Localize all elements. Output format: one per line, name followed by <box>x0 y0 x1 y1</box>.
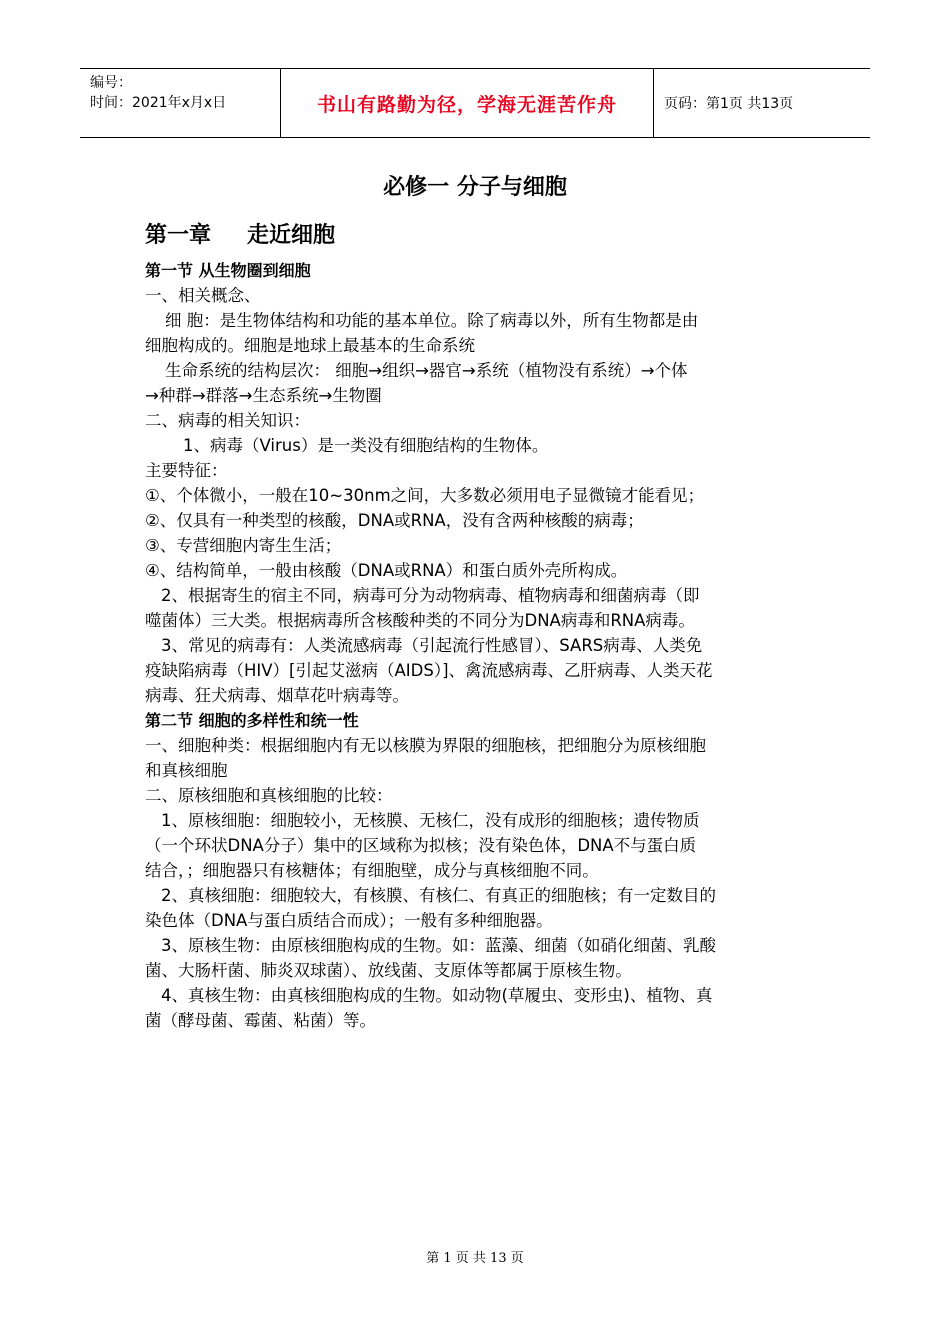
text-line: 1、病毒（Virus）是一类没有细胞结构的生物体。 <box>183 436 549 455</box>
document-title: 必修一 分子与细胞 <box>383 175 567 200</box>
text-line: 结合，；细胞器只有核糖体；有细胞壁，成分与真核细胞不同。 <box>145 861 599 880</box>
text-line: 2、真核细胞：细胞较大，有核膜、有核仁、有真正的细胞核；有一定数目的 <box>161 886 716 905</box>
text-line: 二、病毒的相关知识： <box>145 411 310 430</box>
text-line: →种群→群落→生态系统→生物圈 <box>145 386 382 405</box>
text-line: ③、专营细胞内寄生生活； <box>145 536 342 555</box>
page-footer: 第 1 页 共 13 页 <box>426 1251 524 1266</box>
text-line: 细胞构成的。细胞是地球上最基本的生命系统 <box>145 336 475 355</box>
text-line: 一、相关概念、 <box>145 286 261 305</box>
text-line: 3、原核生物：由原核细胞构成的生物。如：蓝藻、细菌（如硝化细菌、乳酸 <box>161 936 716 955</box>
text-line: 二、原核细胞和真核细胞的比较： <box>145 786 393 805</box>
section-heading: 第一节 从生物圈到细胞 <box>145 261 311 280</box>
section-heading: 第二节 细胞的多样性和统一性 <box>145 711 359 730</box>
text-line: ②、仅具有一种类型的核酸，DNA或RNA，没有含两种核酸的病毒； <box>145 511 644 530</box>
text-line: 2、根据寄生的宿主不同，病毒可分为动物病毒、植物病毒和细菌病毒（即 <box>161 586 700 605</box>
number-label: 编号： <box>90 75 132 91</box>
text-line: 1、原核细胞：细胞较小，无核膜、无核仁，没有成形的细胞核；遗传物质 <box>161 811 700 830</box>
header-page-info: 页码：第1页 共13页 <box>664 96 794 112</box>
text-line: 病毒、狂犬病毒、烟草花叶病毒等。 <box>145 686 409 705</box>
text-line: 主要特征： <box>145 461 228 480</box>
chapter-name: 走近细胞 <box>247 223 336 248</box>
text-line: 噬菌体）三大类。根据病毒所含核酸种类的不同分为DNA病毒和RNA病毒。 <box>145 611 695 630</box>
chapter-heading <box>145 218 335 249</box>
text-line: 3、常见的病毒有：人类流感病毒（引起流行性感冒）、SARS病毒、人类免 <box>161 636 703 655</box>
text-line: 菌（酵母菌、霉菌、粘菌）等。 <box>145 1011 376 1030</box>
header-motto: 书山有路勤为径，学海无涯苦作舟 <box>281 69 654 137</box>
text-line: 4、真核生物：由真核细胞构成的生物。如动物(草履虫、变形虫)、植物、真 <box>161 986 713 1005</box>
text-line: 菌、大肠杆菌、肺炎双球菌）、放线菌、支原体等都属于原核生物。 <box>145 961 632 980</box>
text-line: 疫缺陷病毒（HIV）[引起艾滋病（AIDS）]、禽流感病毒、乙肝病毒、人类天花 <box>145 661 713 680</box>
text-line: ①、个体微小，一般在10~30nm之间，大多数必须用电子显微镜才能看见； <box>145 486 705 505</box>
body-text <box>145 258 815 1033</box>
text-line: ④、结构简单，一般由核酸（DNA或RNA）和蛋白质外壳所构成。 <box>145 561 628 580</box>
text-line: 和真核细胞 <box>145 761 228 780</box>
text-line: 一、细胞种类：根据细胞内有无以核膜为界限的细胞核，把细胞分为原核细胞 <box>145 736 706 755</box>
text-line: （一个环状DNA分子）集中的区域称为拟核；没有染色体，DNA不与蛋白质 <box>145 836 697 855</box>
header-meta <box>80 69 281 137</box>
text-line: 染色体（DNA与蛋白质结合而成）；一般有多种细胞器。 <box>145 911 553 930</box>
time-label: 时间：2021年x月x日 <box>90 95 227 111</box>
page-header <box>80 68 870 138</box>
text-line: 细 胞：是生物体结构和功能的基本单位。除了病毒以外，所有生物都是由 <box>165 311 699 330</box>
text-line: 生命系统的结构层次： 细胞→组织→器官→系统（植物没有系统）→个体 <box>165 361 688 380</box>
chapter-number: 第一章 <box>145 223 212 248</box>
